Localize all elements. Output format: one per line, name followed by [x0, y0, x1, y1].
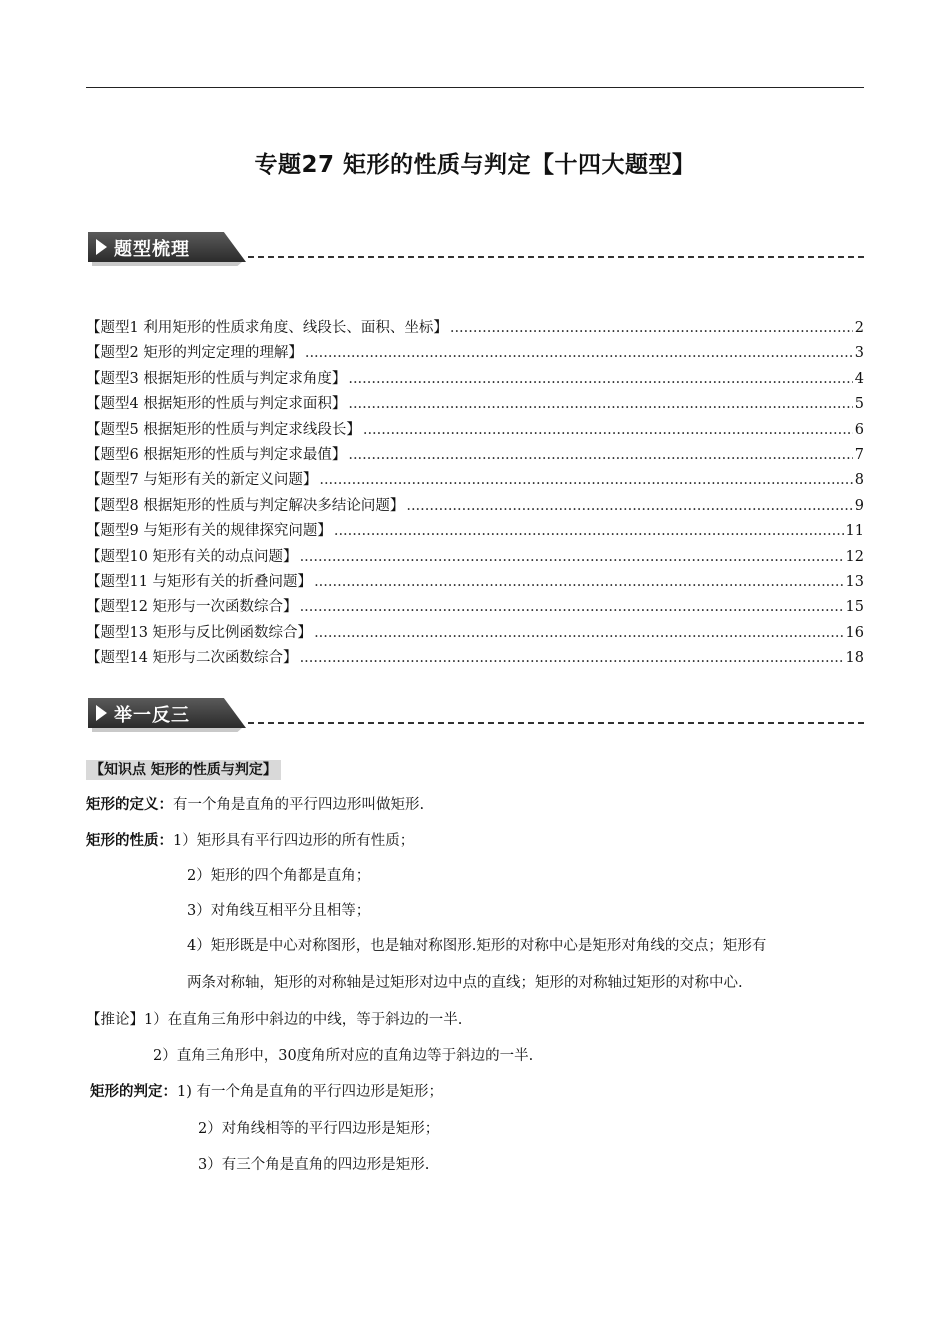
dashed-divider — [248, 722, 864, 724]
definition-line — [86, 795, 424, 815]
definition-text: 有一个角是直角的平行四边形叫做矩形. — [173, 797, 425, 813]
section-banner-question-types — [88, 232, 864, 266]
toc-entry-label: 【题型7 与矩形有关的新定义问题】 — [86, 472, 318, 489]
play-arrow-icon — [96, 239, 107, 255]
toc-entry-page: 13 — [845, 573, 864, 590]
toc-entry[interactable] — [86, 646, 864, 671]
toc-entry[interactable] — [86, 443, 864, 468]
judgement-2: 2）对角线相等的平行四边形是矩形； — [198, 1121, 440, 1137]
section-banner-examples — [88, 698, 864, 732]
toc-leader-dots — [300, 545, 844, 570]
toc-leader-dots — [300, 595, 844, 620]
toc-entry-page: 3 — [854, 345, 864, 362]
toc-entry-label: 【题型13 矩形与反比例函数综合】 — [86, 624, 313, 641]
toc-entry-page: 5 — [854, 396, 864, 413]
property-label: 矩形的性质： — [86, 833, 173, 849]
toc-entry[interactable] — [86, 519, 864, 544]
play-arrow-icon — [96, 705, 107, 721]
toc-entry-page: 2 — [854, 320, 864, 336]
toc-leader-dots — [348, 367, 852, 392]
toc-entry[interactable] — [86, 418, 864, 443]
property-2: 2）矩形的四个角都是直角； — [187, 868, 371, 884]
property-4a: 4）矩形既是中心对称图形，也是轴对称图形.矩形的对称中心是矩形对角线的交点；矩形有 — [187, 938, 767, 954]
knowledge-point-title: 【知识点 矩形的性质与判定】 — [86, 760, 281, 780]
toc-entry[interactable] — [86, 341, 864, 366]
toc-entry-label: 【题型5 根据矩形的性质与判定求线段长】 — [86, 421, 361, 438]
property-3: 3）对角线互相平分且相等； — [187, 903, 371, 919]
section-label: 举一反三 — [114, 705, 190, 726]
toc-entry-page: 4 — [854, 370, 864, 387]
toc-entry-label: 【题型4 根据矩形的性质与判定求面积】 — [86, 396, 347, 413]
definition-label: 矩形的定义： — [86, 797, 173, 813]
toc-entry-label: 【题型10 矩形有关的动点问题】 — [86, 548, 298, 565]
judgement-1: 1) 有一个角是直角的平行四边形是矩形； — [177, 1084, 443, 1100]
toc-entry[interactable] — [86, 494, 864, 519]
judgement-line-1 — [90, 1082, 443, 1102]
banner-shadow — [92, 262, 242, 266]
page-title: 专题27 矩形的性质与判定【十四大题型】 — [254, 152, 696, 178]
toc-leader-dots — [314, 621, 843, 646]
toc-entry-page: 9 — [854, 497, 864, 514]
toc-entry-page: 11 — [845, 523, 864, 540]
toc-entry[interactable] — [86, 621, 864, 646]
toc-entry[interactable] — [86, 468, 864, 493]
property-1: 1）矩形具有平行四边形的所有性质； — [173, 833, 415, 849]
toc-entry-label: 【题型12 矩形与一次函数综合】 — [86, 599, 298, 616]
toc-entry-page: 12 — [845, 548, 864, 565]
toc-entry-label: 【题型2 矩形的判定定理的理解】 — [86, 345, 303, 362]
corollary-line-1 — [86, 1010, 462, 1030]
toc-entry[interactable] — [86, 570, 864, 595]
dashed-divider — [248, 256, 864, 258]
section-label: 题型梳理 — [114, 239, 190, 260]
toc-entry-page: 18 — [845, 650, 864, 667]
table-of-contents — [86, 316, 864, 671]
toc-entry-label: 【题型3 根据矩形的性质与判定求角度】 — [86, 370, 347, 387]
toc-leader-dots — [406, 494, 852, 519]
judgement-label: 矩形的判定： — [90, 1084, 177, 1100]
toc-leader-dots — [314, 570, 843, 595]
toc-entry[interactable] — [86, 392, 864, 417]
banner-shadow — [92, 728, 242, 732]
property-line-1 — [86, 831, 414, 851]
toc-entry-label: 【题型14 矩形与二次函数综合】 — [86, 650, 298, 667]
toc-leader-dots — [348, 392, 852, 417]
header-rule — [86, 87, 864, 88]
toc-entry[interactable] — [86, 316, 864, 341]
toc-entry-label: 【题型6 根据矩形的性质与判定求最值】 — [86, 446, 347, 463]
toc-leader-dots — [300, 646, 844, 671]
property-4b: 两条对称轴，矩形的对称轴是过矩形对边中点的直线；矩形的对称轴过矩形的对称中心. — [187, 975, 743, 991]
toc-leader-dots — [319, 468, 852, 493]
toc-entry-page: 15 — [845, 599, 864, 616]
toc-entry-page: 16 — [845, 624, 864, 641]
toc-leader-dots — [450, 316, 853, 341]
corollary-1: 1）在直角三角形中斜边的中线，等于斜边的一半. — [144, 1012, 463, 1028]
toc-entry-label: 【题型1 利用矩形的性质求角度、线段长、面积、坐标】 — [86, 320, 448, 336]
toc-entry-page: 8 — [854, 472, 864, 489]
corollary-label: 【推论】 — [86, 1012, 144, 1028]
corollary-2: 2）直角三角形中，30度角所对应的直角边等于斜边的一半. — [153, 1048, 534, 1064]
toc-entry[interactable] — [86, 367, 864, 392]
toc-entry-page: 6 — [854, 421, 864, 438]
toc-entry-page: 7 — [854, 446, 864, 463]
judgement-3: 3）有三个角是直角的四边形是矩形. — [198, 1157, 430, 1173]
toc-leader-dots — [348, 443, 852, 468]
toc-entry-label: 【题型9 与矩形有关的规律探究问题】 — [86, 523, 332, 540]
toc-entry[interactable] — [86, 545, 864, 570]
toc-entry-label: 【题型11 与矩形有关的折叠问题】 — [86, 573, 313, 590]
toc-leader-dots — [363, 418, 853, 443]
toc-leader-dots — [305, 341, 853, 366]
toc-entry[interactable] — [86, 595, 864, 620]
toc-entry-label: 【题型8 根据矩形的性质与判定解决多结论问题】 — [86, 497, 405, 514]
toc-leader-dots — [334, 519, 844, 544]
